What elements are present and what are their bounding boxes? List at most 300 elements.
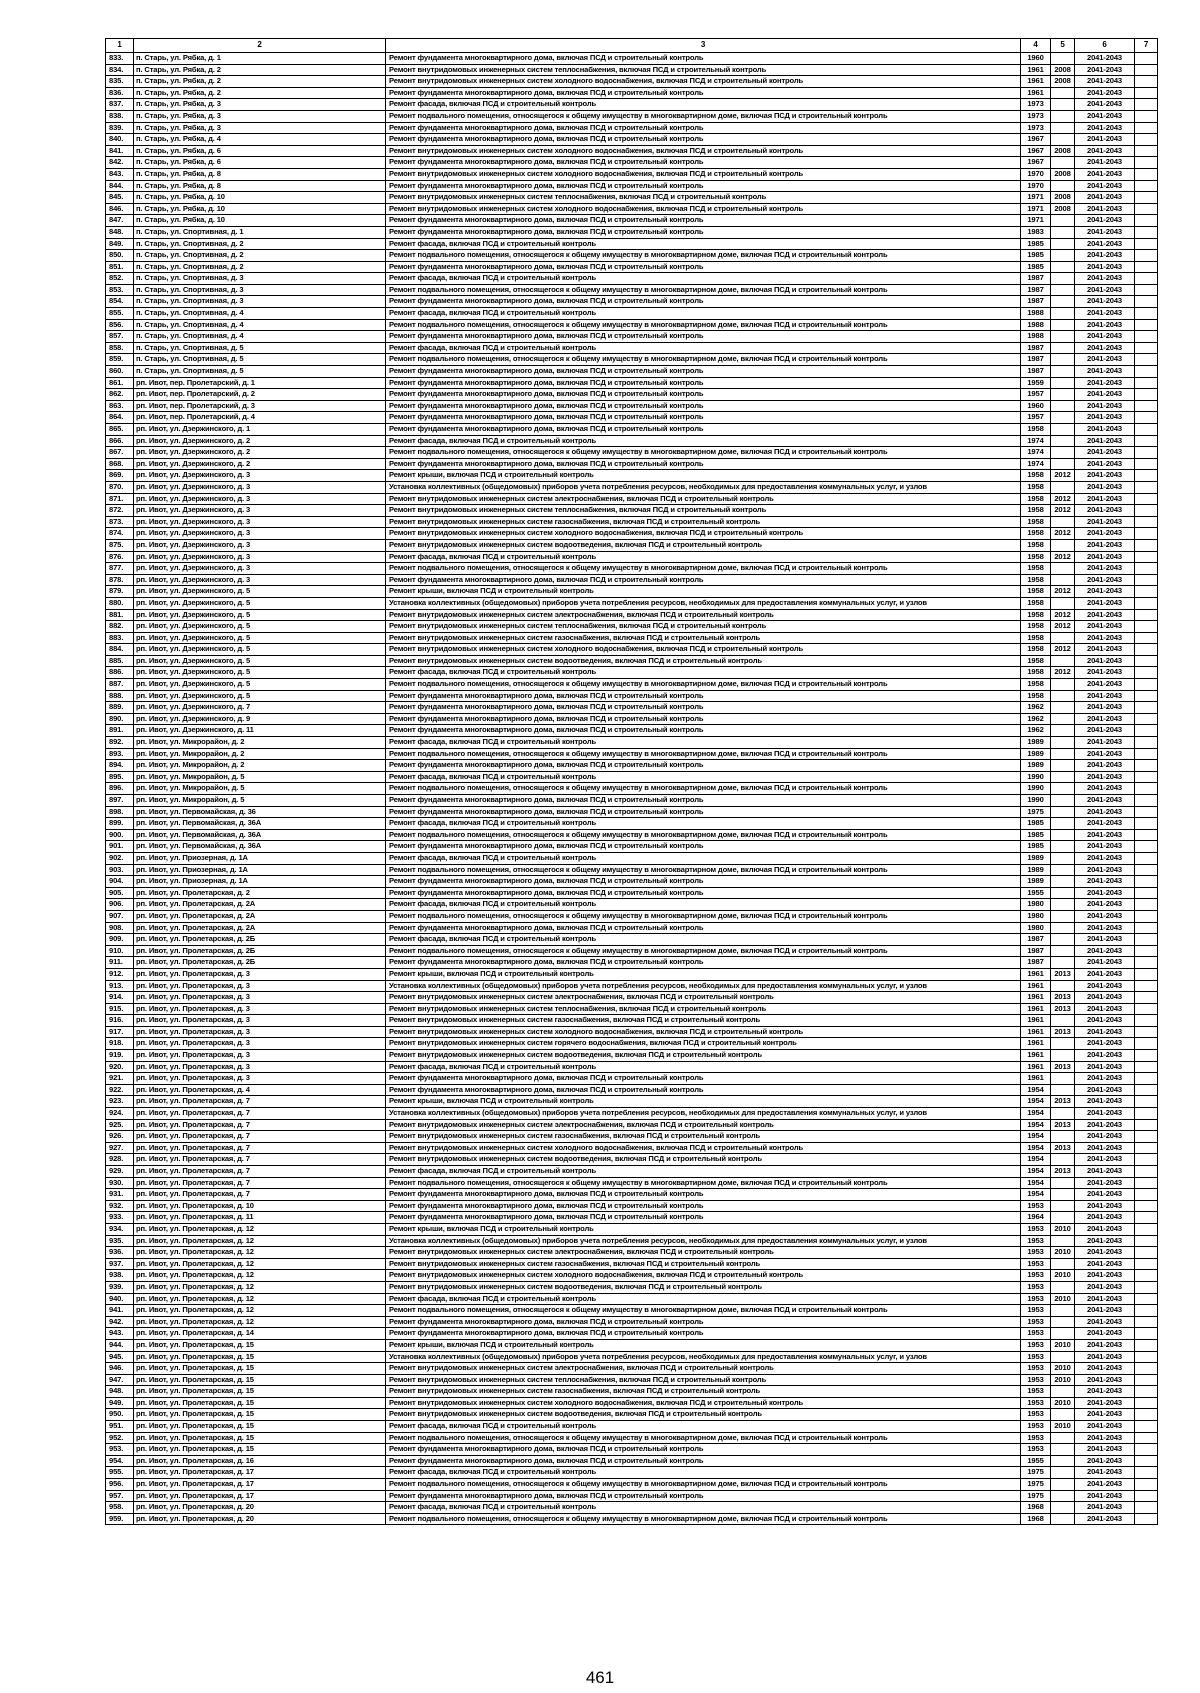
col-7-cell bbox=[1135, 992, 1158, 1004]
table-row bbox=[106, 795, 1158, 807]
work-type-cell: Ремонт фундамента многоквартирного дома, включая ПСД и строительный контроль bbox=[386, 1073, 1021, 1085]
work-type-cell: Ремонт подвального помещения, относящегося к общему имуществу в многоквартирном доме, включая ПСД и строительный контроль bbox=[386, 319, 1021, 331]
last-repair-year-cell: 2010 bbox=[1051, 1421, 1075, 1433]
build-year-cell: 1989 bbox=[1021, 737, 1051, 749]
table-row bbox=[106, 841, 1158, 853]
planned-period-cell: 2041-2043 bbox=[1075, 470, 1135, 482]
table-row bbox=[106, 1026, 1158, 1038]
address-cell: рп. Ивот, ул. Пролетарская, д. 11 bbox=[134, 1212, 386, 1224]
address-cell: рп. Ивот, ул. Пролетарская, д. 3 bbox=[134, 980, 386, 992]
last-repair-year-cell bbox=[1051, 1073, 1075, 1085]
build-year-cell: 1975 bbox=[1021, 1479, 1051, 1491]
work-type-cell: Ремонт подвального помещения, относящегося к общему имуществу в многоквартирном доме, включая ПСД и строительный контроль bbox=[386, 829, 1021, 841]
address-cell: рп. Ивот, ул. Пролетарская, д. 20 bbox=[134, 1513, 386, 1525]
row-number-cell: 858. bbox=[106, 342, 134, 354]
build-year-cell: 1985 bbox=[1021, 841, 1051, 853]
work-type-cell: Ремонт фундамента многоквартирного дома, включая ПСД и строительный контроль bbox=[386, 1455, 1021, 1467]
col-7-cell bbox=[1135, 1409, 1158, 1421]
planned-period-cell: 2041-2043 bbox=[1075, 1316, 1135, 1328]
planned-period-cell: 2041-2043 bbox=[1075, 1513, 1135, 1525]
last-repair-year-cell bbox=[1051, 1502, 1075, 1514]
last-repair-year-cell bbox=[1051, 829, 1075, 841]
table-row bbox=[106, 910, 1158, 922]
last-repair-year-cell bbox=[1051, 1432, 1075, 1444]
build-year-cell: 1987 bbox=[1021, 957, 1051, 969]
planned-period-cell: 2041-2043 bbox=[1075, 110, 1135, 122]
table-row bbox=[106, 852, 1158, 864]
planned-period-cell: 2041-2043 bbox=[1075, 342, 1135, 354]
table-row bbox=[106, 528, 1158, 540]
planned-period-cell: 2041-2043 bbox=[1075, 621, 1135, 633]
row-number-cell: 859. bbox=[106, 354, 134, 366]
row-number-cell: 852. bbox=[106, 273, 134, 285]
address-cell: рп. Ивот, ул. Пролетарская, д. 16 bbox=[134, 1455, 386, 1467]
col-7-cell bbox=[1135, 748, 1158, 760]
last-repair-year-cell bbox=[1051, 180, 1075, 192]
work-type-cell: Ремонт внутридомовых инженерных систем электроснабжения, включая ПСД и строительный контроль bbox=[386, 609, 1021, 621]
last-repair-year-cell bbox=[1051, 539, 1075, 551]
work-type-cell: Ремонт фундамента многоквартирного дома, включая ПСД и строительный контроль bbox=[386, 690, 1021, 702]
col-7-cell bbox=[1135, 1270, 1158, 1282]
planned-period-cell: 2041-2043 bbox=[1075, 250, 1135, 262]
address-cell: рп. Ивот, ул. Дзержинского, д. 3 bbox=[134, 574, 386, 586]
work-type-cell: Ремонт фундамента многоквартирного дома, включая ПСД и строительный контроль bbox=[386, 53, 1021, 65]
col-7-cell bbox=[1135, 864, 1158, 876]
header-col-build-year: 4 bbox=[1021, 39, 1051, 53]
build-year-cell: 1971 bbox=[1021, 215, 1051, 227]
table-row bbox=[106, 168, 1158, 180]
last-repair-year-cell: 2010 bbox=[1051, 1374, 1075, 1386]
table-row bbox=[106, 53, 1158, 65]
table-row bbox=[106, 516, 1158, 528]
last-repair-year-cell bbox=[1051, 679, 1075, 691]
address-cell: п. Старь, ул. Рябка, д. 3 bbox=[134, 122, 386, 134]
col-7-cell bbox=[1135, 1363, 1158, 1375]
build-year-cell: 1958 bbox=[1021, 586, 1051, 598]
planned-period-cell: 2041-2043 bbox=[1075, 273, 1135, 285]
row-number-cell: 847. bbox=[106, 215, 134, 227]
table-row bbox=[106, 1397, 1158, 1409]
col-7-cell bbox=[1135, 273, 1158, 285]
work-type-cell: Ремонт внутридомовых инженерных систем водоотведения, включая ПСД и строительный контроль bbox=[386, 1154, 1021, 1166]
planned-period-cell: 2041-2043 bbox=[1075, 1281, 1135, 1293]
planned-period-cell: 2041-2043 bbox=[1075, 655, 1135, 667]
table-row bbox=[106, 968, 1158, 980]
last-repair-year-cell bbox=[1051, 331, 1075, 343]
header-col-number: 1 bbox=[106, 39, 134, 53]
build-year-cell: 1960 bbox=[1021, 400, 1051, 412]
last-repair-year-cell: 2008 bbox=[1051, 203, 1075, 215]
header-col-planned-period: 6 bbox=[1075, 39, 1135, 53]
planned-period-cell: 2041-2043 bbox=[1075, 481, 1135, 493]
table-row bbox=[106, 887, 1158, 899]
table-row bbox=[106, 609, 1158, 621]
last-repair-year-cell bbox=[1051, 1212, 1075, 1224]
row-number-cell: 889. bbox=[106, 702, 134, 714]
work-type-cell: Ремонт фасада, включая ПСД и строительный контроль bbox=[386, 899, 1021, 911]
address-cell: рп. Ивот, ул. Пролетарская, д. 7 bbox=[134, 1177, 386, 1189]
table-row bbox=[106, 1305, 1158, 1317]
col-7-cell bbox=[1135, 342, 1158, 354]
build-year-cell: 1958 bbox=[1021, 470, 1051, 482]
address-cell: рп. Ивот, ул. Пролетарская, д. 7 bbox=[134, 1142, 386, 1154]
col-7-cell bbox=[1135, 250, 1158, 262]
last-repair-year-cell bbox=[1051, 412, 1075, 424]
work-type-cell: Ремонт фасада, включая ПСД и строительный контроль bbox=[386, 435, 1021, 447]
work-type-cell: Ремонт фундамента многоквартирного дома, включая ПСД и строительный контроль bbox=[386, 1084, 1021, 1096]
row-number-cell: 881. bbox=[106, 609, 134, 621]
planned-period-cell: 2041-2043 bbox=[1075, 667, 1135, 679]
last-repair-year-cell bbox=[1051, 134, 1075, 146]
row-number-cell: 914. bbox=[106, 992, 134, 1004]
work-type-cell: Установка коллективных (общедомовых) приборов учета потребления ресурсов, необходимых для предоставления коммунальных услуг, и узлов bbox=[386, 1351, 1021, 1363]
table-row bbox=[106, 563, 1158, 575]
address-cell: п. Старь, ул. Рябка, д. 2 bbox=[134, 76, 386, 88]
last-repair-year-cell bbox=[1051, 887, 1075, 899]
address-cell: рп. Ивот, ул. Дзержинского, д. 3 bbox=[134, 563, 386, 575]
table-row bbox=[106, 250, 1158, 262]
col-7-cell bbox=[1135, 528, 1158, 540]
table-row bbox=[106, 1432, 1158, 1444]
last-repair-year-cell bbox=[1051, 1513, 1075, 1525]
table-row bbox=[106, 1258, 1158, 1270]
build-year-cell: 1962 bbox=[1021, 725, 1051, 737]
build-year-cell: 1967 bbox=[1021, 145, 1051, 157]
planned-period-cell: 2041-2043 bbox=[1075, 1247, 1135, 1259]
work-type-cell: Ремонт фундамента многоквартирного дома, включая ПСД и строительный контроль bbox=[386, 1444, 1021, 1456]
planned-period-cell: 2041-2043 bbox=[1075, 261, 1135, 273]
col-7-cell bbox=[1135, 215, 1158, 227]
address-cell: рп. Ивот, ул. Пролетарская, д. 12 bbox=[134, 1270, 386, 1282]
address-cell: рп. Ивот, ул. Пролетарская, д. 2А bbox=[134, 910, 386, 922]
build-year-cell: 1987 bbox=[1021, 945, 1051, 957]
build-year-cell: 1954 bbox=[1021, 1131, 1051, 1143]
last-repair-year-cell bbox=[1051, 400, 1075, 412]
last-repair-year-cell: 2010 bbox=[1051, 1270, 1075, 1282]
col-7-cell bbox=[1135, 203, 1158, 215]
build-year-cell: 1953 bbox=[1021, 1247, 1051, 1259]
col-7-cell bbox=[1135, 968, 1158, 980]
build-year-cell: 1961 bbox=[1021, 1073, 1051, 1085]
col-7-cell bbox=[1135, 412, 1158, 424]
address-cell: рп. Ивот, ул. Дзержинского, д. 3 bbox=[134, 539, 386, 551]
work-type-cell: Ремонт фундамента многоквартирного дома, включая ПСД и строительный контроль bbox=[386, 725, 1021, 737]
row-number-cell: 876. bbox=[106, 551, 134, 563]
address-cell: рп. Ивот, ул. Дзержинского, д. 3 bbox=[134, 551, 386, 563]
last-repair-year-cell bbox=[1051, 737, 1075, 749]
col-7-cell bbox=[1135, 1026, 1158, 1038]
col-7-cell bbox=[1135, 192, 1158, 204]
col-7-cell bbox=[1135, 667, 1158, 679]
build-year-cell: 1958 bbox=[1021, 621, 1051, 633]
work-type-cell: Ремонт фундамента многоквартирного дома, включая ПСД и строительный контроль bbox=[386, 806, 1021, 818]
last-repair-year-cell: 2012 bbox=[1051, 470, 1075, 482]
work-type-cell: Ремонт внутридомовых инженерных систем водоотведения, включая ПСД и строительный контроль bbox=[386, 1281, 1021, 1293]
row-number-cell: 874. bbox=[106, 528, 134, 540]
col-7-cell bbox=[1135, 980, 1158, 992]
last-repair-year-cell: 2013 bbox=[1051, 1166, 1075, 1178]
planned-period-cell: 2041-2043 bbox=[1075, 957, 1135, 969]
planned-period-cell: 2041-2043 bbox=[1075, 1258, 1135, 1270]
last-repair-year-cell: 2012 bbox=[1051, 667, 1075, 679]
planned-period-cell: 2041-2043 bbox=[1075, 551, 1135, 563]
address-cell: рп. Ивот, ул. Пролетарская, д. 17 bbox=[134, 1490, 386, 1502]
address-cell: п. Старь, ул. Рябка, д. 10 bbox=[134, 215, 386, 227]
last-repair-year-cell: 2008 bbox=[1051, 168, 1075, 180]
planned-period-cell: 2041-2043 bbox=[1075, 284, 1135, 296]
table-row bbox=[106, 424, 1158, 436]
last-repair-year-cell bbox=[1051, 1386, 1075, 1398]
build-year-cell: 1961 bbox=[1021, 1038, 1051, 1050]
address-cell: рп. Ивот, ул. Пролетарская, д. 17 bbox=[134, 1479, 386, 1491]
build-year-cell: 1958 bbox=[1021, 481, 1051, 493]
row-number-cell: 942. bbox=[106, 1316, 134, 1328]
address-cell: п. Старь, ул. Спортивная, д. 5 bbox=[134, 342, 386, 354]
col-7-cell bbox=[1135, 354, 1158, 366]
col-7-cell bbox=[1135, 1015, 1158, 1027]
address-cell: п. Старь, ул. Рябка, д. 2 bbox=[134, 87, 386, 99]
last-repair-year-cell: 2008 bbox=[1051, 192, 1075, 204]
build-year-cell: 1989 bbox=[1021, 852, 1051, 864]
row-number-cell: 944. bbox=[106, 1339, 134, 1351]
build-year-cell: 1953 bbox=[1021, 1293, 1051, 1305]
last-repair-year-cell bbox=[1051, 516, 1075, 528]
address-cell: п. Старь, ул. Рябка, д. 3 bbox=[134, 99, 386, 111]
row-number-cell: 929. bbox=[106, 1166, 134, 1178]
table-row bbox=[106, 1386, 1158, 1398]
address-cell: рп. Ивот, ул. Пролетарская, д. 3 bbox=[134, 1073, 386, 1085]
table-row bbox=[106, 957, 1158, 969]
work-type-cell: Ремонт фундамента многоквартирного дома, включая ПСД и строительный контроль bbox=[386, 795, 1021, 807]
address-cell: рп. Ивот, ул. Дзержинского, д. 5 bbox=[134, 690, 386, 702]
col-7-cell bbox=[1135, 424, 1158, 436]
col-7-cell bbox=[1135, 447, 1158, 459]
table-row bbox=[106, 226, 1158, 238]
work-type-cell: Установка коллективных (общедомовых) приборов учета потребления ресурсов, необходимых для предоставления коммунальных услуг, и узлов bbox=[386, 481, 1021, 493]
last-repair-year-cell: 2010 bbox=[1051, 1363, 1075, 1375]
planned-period-cell: 2041-2043 bbox=[1075, 412, 1135, 424]
work-type-cell: Ремонт фасада, включая ПСД и строительный контроль bbox=[386, 1421, 1021, 1433]
last-repair-year-cell bbox=[1051, 748, 1075, 760]
row-number-cell: 955. bbox=[106, 1467, 134, 1479]
address-cell: рп. Ивот, ул. Пролетарская, д. 7 bbox=[134, 1154, 386, 1166]
work-type-cell: Ремонт фундамента многоквартирного дома, включая ПСД и строительный контроль bbox=[386, 377, 1021, 389]
table-row bbox=[106, 829, 1158, 841]
col-7-cell bbox=[1135, 1293, 1158, 1305]
col-7-cell bbox=[1135, 296, 1158, 308]
planned-period-cell: 2041-2043 bbox=[1075, 899, 1135, 911]
col-7-cell bbox=[1135, 1351, 1158, 1363]
build-year-cell: 1975 bbox=[1021, 1490, 1051, 1502]
last-repair-year-cell: 2013 bbox=[1051, 1026, 1075, 1038]
row-number-cell: 959. bbox=[106, 1513, 134, 1525]
table-row bbox=[106, 1212, 1158, 1224]
table-row bbox=[106, 876, 1158, 888]
row-number-cell: 849. bbox=[106, 238, 134, 250]
work-type-cell: Ремонт фундамента многоквартирного дома, включая ПСД и строительный контроль bbox=[386, 1490, 1021, 1502]
address-cell: рп. Ивот, ул. Пролетарская, д. 7 bbox=[134, 1131, 386, 1143]
col-7-cell bbox=[1135, 771, 1158, 783]
col-7-cell bbox=[1135, 331, 1158, 343]
planned-period-cell: 2041-2043 bbox=[1075, 76, 1135, 88]
table-row bbox=[106, 273, 1158, 285]
col-7-cell bbox=[1135, 1061, 1158, 1073]
row-number-cell: 862. bbox=[106, 389, 134, 401]
last-repair-year-cell bbox=[1051, 1154, 1075, 1166]
work-type-cell: Ремонт фасада, включая ПСД и строительный контроль bbox=[386, 1502, 1021, 1514]
build-year-cell: 1987 bbox=[1021, 273, 1051, 285]
table-row bbox=[106, 1073, 1158, 1085]
address-cell: п. Старь, ул. Спортивная, д. 2 bbox=[134, 238, 386, 250]
header-col-last-repair-year: 5 bbox=[1051, 39, 1075, 53]
address-cell: рп. Ивот, ул. Пролетарская, д. 14 bbox=[134, 1328, 386, 1340]
table-row bbox=[106, 806, 1158, 818]
build-year-cell: 1953 bbox=[1021, 1363, 1051, 1375]
col-7-cell bbox=[1135, 609, 1158, 621]
build-year-cell: 1957 bbox=[1021, 412, 1051, 424]
address-cell: рп. Ивот, ул. Пролетарская, д. 15 bbox=[134, 1444, 386, 1456]
build-year-cell: 1958 bbox=[1021, 574, 1051, 586]
planned-period-cell: 2041-2043 bbox=[1075, 1409, 1135, 1421]
row-number-cell: 866. bbox=[106, 435, 134, 447]
build-year-cell: 1989 bbox=[1021, 876, 1051, 888]
build-year-cell: 1967 bbox=[1021, 134, 1051, 146]
col-7-cell bbox=[1135, 99, 1158, 111]
table-row bbox=[106, 261, 1158, 273]
row-number-cell: 911. bbox=[106, 957, 134, 969]
last-repair-year-cell bbox=[1051, 760, 1075, 772]
col-7-cell bbox=[1135, 1467, 1158, 1479]
last-repair-year-cell bbox=[1051, 899, 1075, 911]
table-row bbox=[106, 435, 1158, 447]
build-year-cell: 1990 bbox=[1021, 783, 1051, 795]
col-7-cell bbox=[1135, 1421, 1158, 1433]
address-cell: рп. Ивот, ул. Пролетарская, д. 3 bbox=[134, 968, 386, 980]
table-row bbox=[106, 1096, 1158, 1108]
last-repair-year-cell bbox=[1051, 876, 1075, 888]
address-cell: рп. Ивот, ул. Микрорайон, д. 5 bbox=[134, 795, 386, 807]
planned-period-cell: 2041-2043 bbox=[1075, 597, 1135, 609]
address-cell: п. Старь, ул. Спортивная, д. 1 bbox=[134, 226, 386, 238]
planned-period-cell: 2041-2043 bbox=[1075, 99, 1135, 111]
build-year-cell: 1955 bbox=[1021, 1455, 1051, 1467]
last-repair-year-cell bbox=[1051, 110, 1075, 122]
build-year-cell: 1953 bbox=[1021, 1397, 1051, 1409]
table-row bbox=[106, 400, 1158, 412]
col-7-cell bbox=[1135, 1339, 1158, 1351]
work-type-cell: Ремонт подвального помещения, относящегося к общему имуществу в многоквартирном доме, включая ПСД и строительный контроль bbox=[386, 945, 1021, 957]
address-cell: рп. Ивот, ул. Дзержинского, д. 3 bbox=[134, 505, 386, 517]
work-type-cell: Ремонт внутридомовых инженерных систем холодного водоснабжения, включая ПСД и строительный контроль bbox=[386, 528, 1021, 540]
col-7-cell bbox=[1135, 760, 1158, 772]
row-number-cell: 915. bbox=[106, 1003, 134, 1015]
build-year-cell: 1987 bbox=[1021, 354, 1051, 366]
planned-period-cell: 2041-2043 bbox=[1075, 795, 1135, 807]
last-repair-year-cell: 2013 bbox=[1051, 992, 1075, 1004]
planned-period-cell: 2041-2043 bbox=[1075, 679, 1135, 691]
col-7-cell bbox=[1135, 134, 1158, 146]
work-type-cell: Ремонт фундамента многоквартирного дома, включая ПСД и строительный контроль bbox=[386, 180, 1021, 192]
planned-period-cell: 2041-2043 bbox=[1075, 122, 1135, 134]
row-number-cell: 900. bbox=[106, 829, 134, 841]
work-type-cell: Ремонт фундамента многоквартирного дома, включая ПСД и строительный контроль bbox=[386, 122, 1021, 134]
row-number-cell: 902. bbox=[106, 852, 134, 864]
planned-period-cell: 2041-2043 bbox=[1075, 308, 1135, 320]
last-repair-year-cell bbox=[1051, 1258, 1075, 1270]
build-year-cell: 1973 bbox=[1021, 122, 1051, 134]
col-7-cell bbox=[1135, 505, 1158, 517]
table-row bbox=[106, 586, 1158, 598]
table-row bbox=[106, 1235, 1158, 1247]
work-type-cell: Ремонт подвального помещения, относящегося к общему имуществу в многоквартирном доме, включая ПСД и строительный контроль bbox=[386, 864, 1021, 876]
col-7-cell bbox=[1135, 1479, 1158, 1491]
table-row bbox=[106, 1281, 1158, 1293]
build-year-cell: 1958 bbox=[1021, 644, 1051, 656]
build-year-cell: 1961 bbox=[1021, 1026, 1051, 1038]
build-year-cell: 1958 bbox=[1021, 424, 1051, 436]
col-7-cell bbox=[1135, 87, 1158, 99]
row-number-cell: 850. bbox=[106, 250, 134, 262]
row-number-cell: 922. bbox=[106, 1084, 134, 1096]
row-number-cell: 898. bbox=[106, 806, 134, 818]
work-type-cell: Ремонт подвального помещения, относящегося к общему имуществу в многоквартирном доме, включая ПСД и строительный контроль bbox=[386, 1177, 1021, 1189]
planned-period-cell: 2041-2043 bbox=[1075, 1270, 1135, 1282]
header-row bbox=[106, 39, 1158, 53]
col-7-cell bbox=[1135, 1235, 1158, 1247]
last-repair-year-cell bbox=[1051, 377, 1075, 389]
build-year-cell: 1961 bbox=[1021, 980, 1051, 992]
planned-period-cell: 2041-2043 bbox=[1075, 1490, 1135, 1502]
build-year-cell: 1974 bbox=[1021, 447, 1051, 459]
work-type-cell: Ремонт фундамента многоквартирного дома, включая ПСД и строительный контроль bbox=[386, 458, 1021, 470]
col-7-cell bbox=[1135, 1432, 1158, 1444]
planned-period-cell: 2041-2043 bbox=[1075, 945, 1135, 957]
planned-period-cell: 2041-2043 bbox=[1075, 180, 1135, 192]
last-repair-year-cell: 2012 bbox=[1051, 505, 1075, 517]
col-7-cell bbox=[1135, 308, 1158, 320]
work-type-cell: Ремонт фасада, включая ПСД и строительный контроль bbox=[386, 1467, 1021, 1479]
row-number-cell: 854. bbox=[106, 296, 134, 308]
row-number-cell: 844. bbox=[106, 180, 134, 192]
work-type-cell: Ремонт фундамента многоквартирного дома, включая ПСД и строительный контроль bbox=[386, 841, 1021, 853]
last-repair-year-cell bbox=[1051, 1235, 1075, 1247]
planned-period-cell: 2041-2043 bbox=[1075, 1455, 1135, 1467]
work-type-cell: Ремонт фасада, включая ПСД и строительный контроль bbox=[386, 667, 1021, 679]
planned-period-cell: 2041-2043 bbox=[1075, 771, 1135, 783]
row-number-cell: 935. bbox=[106, 1235, 134, 1247]
work-type-cell: Ремонт крыши, включая ПСД и строительный контроль bbox=[386, 1339, 1021, 1351]
address-cell: рп. Ивот, ул. Пролетарская, д. 4 bbox=[134, 1084, 386, 1096]
build-year-cell: 1970 bbox=[1021, 180, 1051, 192]
col-7-cell bbox=[1135, 574, 1158, 586]
row-number-cell: 893. bbox=[106, 748, 134, 760]
work-type-cell: Ремонт крыши, включая ПСД и строительный контроль bbox=[386, 1223, 1021, 1235]
last-repair-year-cell: 2012 bbox=[1051, 528, 1075, 540]
address-cell: рп. Ивот, ул. Дзержинского, д. 11 bbox=[134, 725, 386, 737]
col-7-cell bbox=[1135, 1108, 1158, 1120]
col-7-cell bbox=[1135, 621, 1158, 633]
planned-period-cell: 2041-2043 bbox=[1075, 910, 1135, 922]
table-row bbox=[106, 64, 1158, 76]
address-cell: рп. Ивот, пер. Пролетарский, д. 3 bbox=[134, 400, 386, 412]
work-type-cell: Ремонт подвального помещения, относящегося к общему имуществу в многоквартирном доме, включая ПСД и строительный контроль bbox=[386, 563, 1021, 575]
address-cell: рп. Ивот, ул. Микрорайон, д. 2 bbox=[134, 737, 386, 749]
col-7-cell bbox=[1135, 934, 1158, 946]
address-cell: рп. Ивот, ул. Пролетарская, д. 15 bbox=[134, 1339, 386, 1351]
work-type-cell: Ремонт фундамента многоквартирного дома, включая ПСД и строительный контроль bbox=[386, 134, 1021, 146]
work-type-cell: Ремонт внутридомовых инженерных систем электроснабжения, включая ПСД и строительный контроль bbox=[386, 1119, 1021, 1131]
work-type-cell: Ремонт внутридомовых инженерных систем электроснабжения, включая ПСД и строительный контроль bbox=[386, 1363, 1021, 1375]
